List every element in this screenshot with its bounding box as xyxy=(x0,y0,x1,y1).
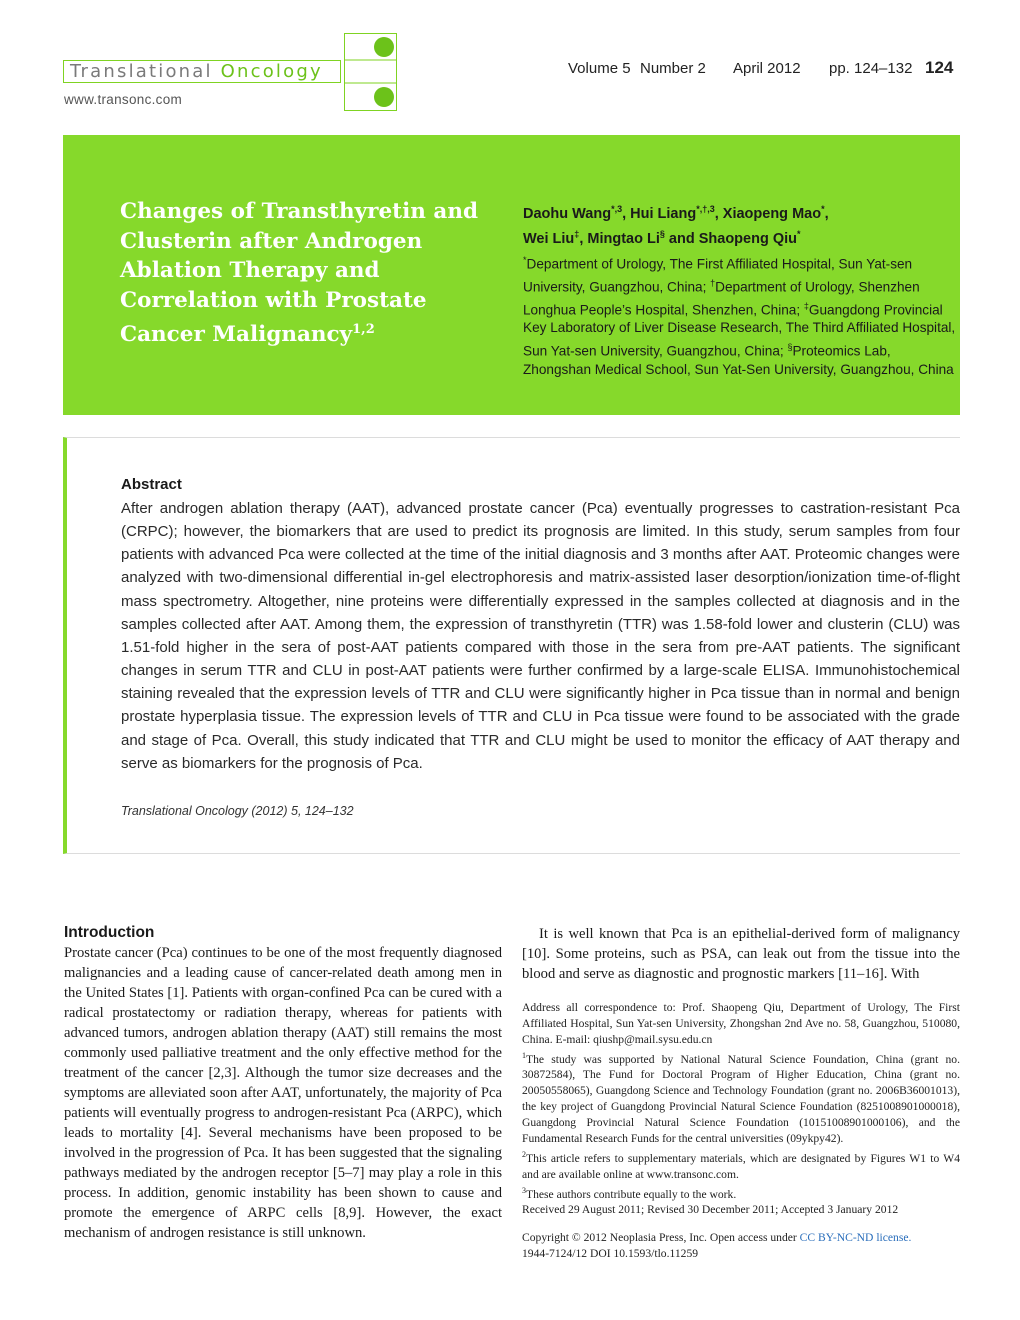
logo-circle-bottom xyxy=(374,87,394,107)
right-column-text: It is well known that Pca is an epithelial-derived form of malignancy [10]. Some proteins, such as PSA, can leak out from the tissue into the blood and serve as diagnostic and prognostic markers [11–16]. With xyxy=(522,926,960,982)
affiliation-mark: * xyxy=(523,255,527,265)
footnote-mark: 3 xyxy=(522,1185,526,1195)
footnote-text: The study was supported by National Natural Science Foundation, China (grant no. 30872584), The Fund for Doctoral Program of Higher Education, China (grant no. 20050558065), Guangdong Science and Technology Foundation (grant no. 2006B36001013), the key project of Guangdong Provincial Natural Science Foundation (8251008901000018), Guangdong Provincial Natural Science Foundation (10151008901000106), and the Fundamental Research Funds for the central universities (09ykpy42). xyxy=(522,1052,960,1146)
issue-date: April 2012 xyxy=(733,60,801,77)
volume: Volume 5 xyxy=(568,60,631,77)
author-separator: , xyxy=(622,205,631,222)
issue-number: Number 2 xyxy=(640,60,706,77)
author-affil-marks: *,3 xyxy=(611,204,623,214)
copyright-line xyxy=(522,1230,960,1246)
affiliation-text: Department of Urology, The First Affiliated Hospital, Sun Yat-sen University, Guangzhou, China; xyxy=(523,256,913,295)
received-dates: Received 29 August 2011; Revised 30 December 2011; Accepted 3 January 2012 xyxy=(522,1203,899,1217)
footnote-3 xyxy=(522,1183,960,1203)
page-number: 124 xyxy=(925,58,954,77)
doi-line: 1944-7124/12 DOI 10.1593/tlo.11259 xyxy=(522,1246,699,1260)
footnote-2 xyxy=(522,1147,960,1183)
footnote-mark: 2 xyxy=(522,1150,526,1160)
citation: Translational Oncology (2012) 5, 124–132 xyxy=(121,804,354,818)
abstract-heading: Abstract xyxy=(121,476,182,493)
author-affil-marks: ‡ xyxy=(574,228,580,239)
author-list xyxy=(523,199,960,249)
footnote-mark: 1 xyxy=(522,1050,526,1060)
author-name: Xiaopeng Mao xyxy=(722,205,822,222)
author-name: Daohu Wang xyxy=(523,205,612,222)
author-name: Hui Liang xyxy=(630,205,697,222)
journal-name-part2: Oncology xyxy=(220,61,323,82)
copyright-text: Copyright © 2012 Neoplasia Press, Inc. xyxy=(522,1231,707,1244)
introduction-text: Prostate cancer (Pca) continues to be one of the most frequently diagnosed malignancies and a leading cause of cancer-related death among men in the United States [1]. Patients with organ-confined Pca can be cured with a radical prostatectomy or radiation therapy, whereas for patients with advanced tumors, androgen ablation therapy (AAT) still remains the most commonly used palliative treatment and the only effective method for the treatment of the cancer [2,3]. Although the tumor size decreases and the symptoms are alleviated soon after AAT, unfortunately, the majority of Pca patients will eventually progress to androgen-resistant Pca (ARPC), which leads to mortality [4]. Several mechanisms have been proposed to be involved in the progression of Pca. It has been suggested that the signaling pathways mediated by the androgen receptor [5–7] may play a role in this process. In addition, genomic instability has been shown to cause and promote the emergence of ARPC cells [8,9]. However, the exact mechanism of androgen resistance is still unknown. xyxy=(64,945,502,1241)
copyright-block xyxy=(522,1230,960,1262)
article-title-footnote-marks: 1,2 xyxy=(352,322,375,338)
author-separator: , xyxy=(714,205,723,222)
open-access-text: Open access under xyxy=(706,1231,800,1244)
affiliation-text: Guangdong Provincial Key Laboratory of Liver Disease Research, The Third Affiliated Hospital, Sun Yat-sen University, Guangzhou, China; xyxy=(523,302,956,359)
correspondence-note: Address all correspondence to: Prof. Shaopeng Qiu, Department of Urology, The First Affiliated Hospital, Sun Yat-sen University, Zhongshan 2nd Ave no. 58, Guangzhou, 510080, China. E-mail: qiushp@mail.sysu.edu.cn xyxy=(522,1001,960,1046)
footnotes xyxy=(522,1000,960,1218)
author-name: Wei Liu xyxy=(523,230,575,247)
affiliation-mark: † xyxy=(710,277,716,288)
logo-circles-graphic xyxy=(344,33,397,111)
journal-logo xyxy=(63,60,341,83)
journal-name-part1: Translational xyxy=(70,61,213,82)
footnote-1 xyxy=(522,1048,960,1147)
author-affil-marks: *,†,3 xyxy=(696,204,715,214)
license-link[interactable]: CC BY-NC-ND license. xyxy=(799,1231,912,1244)
footnote-text: These authors contribute equally to the work. xyxy=(526,1187,737,1201)
affiliation-mark: ‡ xyxy=(803,300,809,311)
affiliations xyxy=(523,251,960,379)
introduction-heading: Introduction xyxy=(64,924,155,941)
affiliation-text: Proteomics Lab, Zhongshan Medical School, Sun Yat-Sen University, Guangzhou, China xyxy=(523,343,954,377)
author-separator: and xyxy=(664,230,699,247)
affiliation-text: Department of Urology, Shenzhen Longhua People’s Hospital, Shenzhen, China; xyxy=(523,279,920,318)
journal-url[interactable]: www.transonc.com xyxy=(64,92,183,107)
author-name: Mingtao Li xyxy=(587,230,660,247)
article-title-text: Changes of Transthyretin and Clusterin after Androgen Ablation Therapy and Correlation with Prostate Cancer Malignancy xyxy=(120,199,478,348)
footnote-text: This article refers to supplementary materials, which are designated by Figures W1 to W4 and are available online at www.transonc.com. xyxy=(522,1151,960,1181)
affiliation-mark: § xyxy=(787,341,793,352)
author-separator: , xyxy=(579,230,588,247)
author-affil-marks: § xyxy=(659,228,665,239)
abstract-text: After androgen ablation therapy (AAT), advanced prostate cancer (Pca) eventually progresses to castration-resistant Pca (CRPC); however, the biomarkers that are used to predict its prognosis are limited. In this study, serum samples from four patients with advanced Pca were collected at the time of the initial diagnosis and 3 months after AAT. Proteomic changes were analyzed with two-dimensional differential in-gel electrophoresis and matrix-assisted laser desorption/ionization time-of-flight mass spectrometry. Altogether, nine proteins were differentially expressed in the samples collected at diagnosis and in the samples collected after AAT. Among them, the expression of transthyretin (TTR) was 1.58-fold lower and clusterin (CLU) was 1.51-fold higher in the sera of post-AAT patients compared with those in the sera from pre-AAT patients. The significant changes in serum TTR and CLU in post-AAT patients were further confirmed by a large-scale ELISA. Immunohistochemical staining revealed that the expression levels of TTR and CLU were significantly higher in Pca tissue than in normal and benign prostate hyperplasia tissue. The expression levels of TTR and CLU in Pca tissue were found to be associated with the grade and stage of Pca. Overall, this study indicated that TTR and CLU might be used to monitor the efficacy of AAT therapy and serve as biomarkers for the prognosis of Pca. xyxy=(121,500,960,772)
page-range: pp. 124–132 xyxy=(829,60,913,77)
author-affil-marks: * xyxy=(797,228,801,239)
article-title xyxy=(120,197,490,350)
logo-circle-top xyxy=(374,37,394,57)
author-separator: , xyxy=(824,205,829,222)
author-name: Shaopeng Qiu xyxy=(698,230,798,247)
author-affil-marks: * xyxy=(821,204,825,214)
